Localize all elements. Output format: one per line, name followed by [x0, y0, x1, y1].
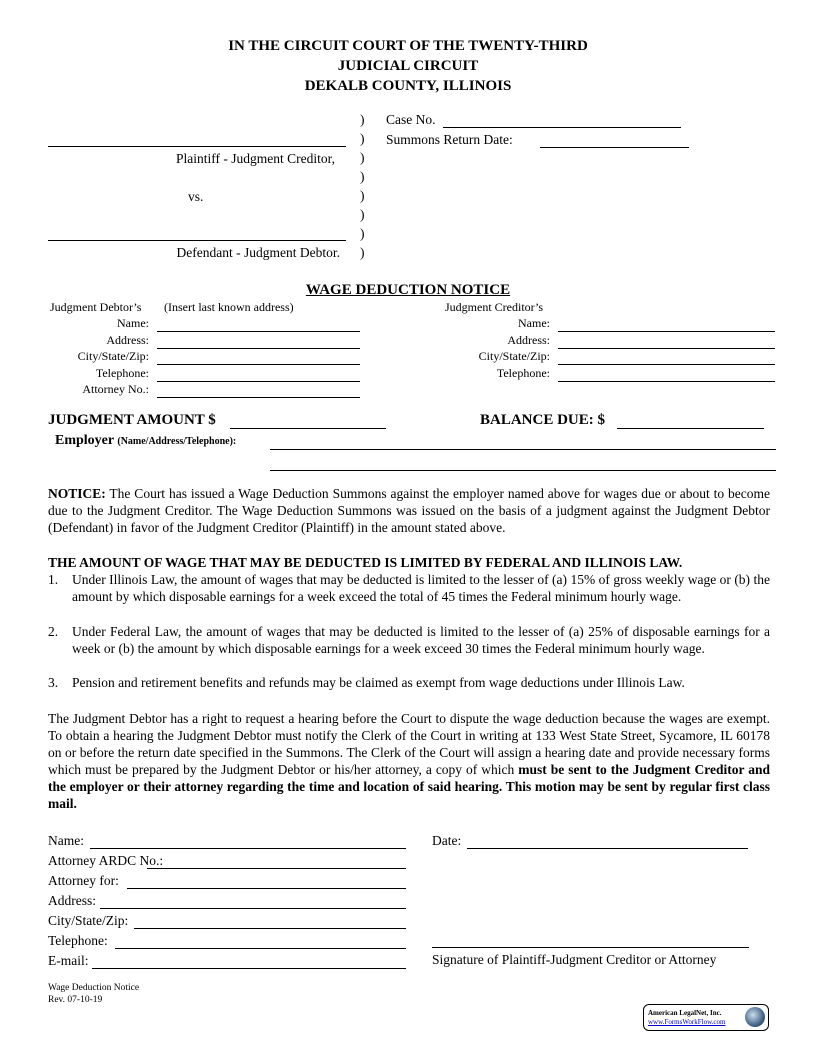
debtor-field[interactable] — [157, 397, 360, 398]
balance-due-label: BALANCE DUE: $ — [480, 412, 606, 428]
circuit-title: JUDICIAL CIRCUIT — [337, 58, 479, 74]
limits-heading: THE AMOUNT OF WAGE THAT MAY BE DEDUCTED IS LIMITED BY FEDERAL AND ILLINOIS LAW. — [48, 555, 683, 570]
american-legalnet-logo[interactable]: American LegalNet, Inc. www.FormsWorkFlow.com — [643, 1004, 769, 1031]
signature-block-field[interactable] — [100, 908, 406, 909]
debtor-field-label: Telephone: — [95, 365, 149, 380]
employer-field-2[interactable] — [270, 470, 776, 471]
judgment-amount-field[interactable] — [230, 428, 386, 429]
signature-block-field[interactable] — [90, 848, 406, 849]
limit-item-1: 1. Under Illinois Law, the amount of wages that may be deducted is limited to the lesser of (a) 15% of gross weekly wage or (b) the amount by which disposable earnings for a week exceed the total of 45 times the Federal minimum hourly wage. — [48, 572, 770, 604]
county-title: DEKALB COUNTY, ILLINOIS — [304, 78, 512, 94]
case-no-label: Case No. — [386, 112, 436, 127]
creditor-field[interactable] — [558, 331, 775, 332]
debtor-note: (Insert last known address) — [164, 300, 294, 314]
hearing-paragraph: The Judgment Debtor has a right to request a hearing before the Court to dispute the wage deduction because the wages are exempt. To obtain a hearing the Judgment Debtor must notify the Clerk of the Court in writing at 133 West State Street, Sycamore, IL 60178 on or before the return date specified in the Summons. The Clerk of the Court will assign a hearing date and provide necessary forms which must be prepared by the Judgment Debtor or his/her attorney, a copy of which must be sent to the Judgment Creditor and the employer or their attorney regarding the time and location of said hearing. This motion may be sent by regular first class mail. — [48, 711, 770, 811]
debtor-field[interactable] — [157, 364, 360, 365]
signature-block-label: Telephone: — [48, 933, 108, 948]
defendant-label: Defendant - Judgment Debtor. — [176, 245, 340, 260]
caption-paren: ) — [360, 169, 365, 184]
caption-paren: ) — [360, 188, 365, 203]
debtor-field[interactable] — [157, 381, 360, 382]
employer-label: Employer (Name/Address/Telephone): — [55, 433, 237, 448]
case-no-field[interactable] — [443, 127, 681, 128]
debtor-field-label: City/State/Zip: — [77, 349, 149, 364]
debtor-field-label: Attorney No.: — [82, 382, 149, 397]
debtor-heading: Judgment Debtor’s — [50, 300, 142, 314]
creditor-heading: Judgment Creditor’s — [445, 300, 544, 314]
limit-item-2: 2. Under Federal Law, the amount of wages that may be deducted is limited to the lesser of (a) 25% of disposable earnings for a week or (b) the amount by which disposable earnings for a week exceed 30 times the Federal minimum hourly wage. — [48, 624, 770, 656]
signature-line[interactable] — [432, 947, 749, 948]
signature-block-field[interactable] — [134, 928, 406, 929]
signature-block-label: E-mail: — [48, 953, 89, 968]
footer-revision: Rev. 07-10-19 — [48, 995, 103, 1005]
debtor-field[interactable] — [157, 348, 360, 349]
caption-paren: ) — [360, 131, 365, 146]
employer-field-1[interactable] — [270, 449, 776, 450]
date-field[interactable] — [467, 848, 748, 849]
signature-block-label: Address: — [48, 893, 96, 908]
signature-block-label: City/State/Zip: — [48, 913, 129, 928]
defendant-line[interactable] — [48, 240, 346, 241]
footer-form-name: Wage Deduction Notice — [48, 983, 140, 993]
notice-title: WAGE DEDUCTION NOTICE — [305, 282, 511, 298]
summons-return-field[interactable] — [540, 147, 689, 148]
signature-block-field[interactable] — [147, 868, 406, 869]
signature-block-label: Attorney for: — [48, 873, 119, 888]
plaintiff-line[interactable] — [48, 146, 346, 147]
balance-due-field[interactable] — [617, 428, 764, 429]
signature-block-field[interactable] — [127, 888, 406, 889]
creditor-field-label: Name: — [518, 316, 550, 330]
caption-paren: ) — [360, 207, 365, 222]
creditor-field-label: City/State/Zip: — [478, 349, 550, 364]
creditor-field[interactable] — [558, 364, 775, 365]
signature-block-field[interactable] — [115, 948, 406, 949]
caption-paren: ) — [360, 226, 365, 241]
creditor-field[interactable] — [558, 348, 775, 349]
court-title: IN THE CIRCUIT COURT OF THE TWENTY-THIRD — [228, 38, 588, 54]
creditor-field-label: Address: — [507, 332, 550, 347]
date-label: Date: — [432, 833, 462, 848]
caption-paren: ) — [360, 150, 365, 165]
caption-paren: ) — [360, 245, 365, 260]
signature-label: Signature of Plaintiff-Judgment Creditor or Attorney — [432, 952, 717, 967]
vs-label: vs. — [188, 189, 204, 204]
creditor-field-label: Telephone: — [496, 365, 550, 380]
debtor-field-label: Address: — [106, 332, 149, 347]
globe-icon — [745, 1007, 765, 1027]
plaintiff-label: Plaintiff - Judgment Creditor, — [176, 151, 335, 166]
debtor-field-label: Name: — [117, 316, 149, 330]
debtor-field[interactable] — [157, 331, 360, 332]
limit-item-3: 3. Pension and retirement benefits and refunds may be claimed as exempt from wage deductions under Illinois Law. — [48, 675, 685, 690]
signature-block-field[interactable] — [92, 968, 406, 969]
caption-paren: ) — [360, 112, 365, 127]
notice-paragraph: NOTICE: The Court has issued a Wage Deduction Summons against the employer named above for wages due or about to become due to the Judgment Creditor. The Wage Deduction Summons was issued on the basis of a judgment against the Judgment Debtor (Defendant) in favor of the Judgment Creditor (Plaintiff) in the amount stated above. — [48, 486, 770, 535]
creditor-field[interactable] — [558, 381, 775, 382]
signature-block-label: Name: — [48, 833, 84, 848]
summons-return-label: Summons Return Date: — [386, 132, 513, 147]
judgment-amount-label: JUDGMENT AMOUNT $ — [48, 412, 216, 428]
signature-block-label: Attorney ARDC No.: — [48, 853, 164, 868]
